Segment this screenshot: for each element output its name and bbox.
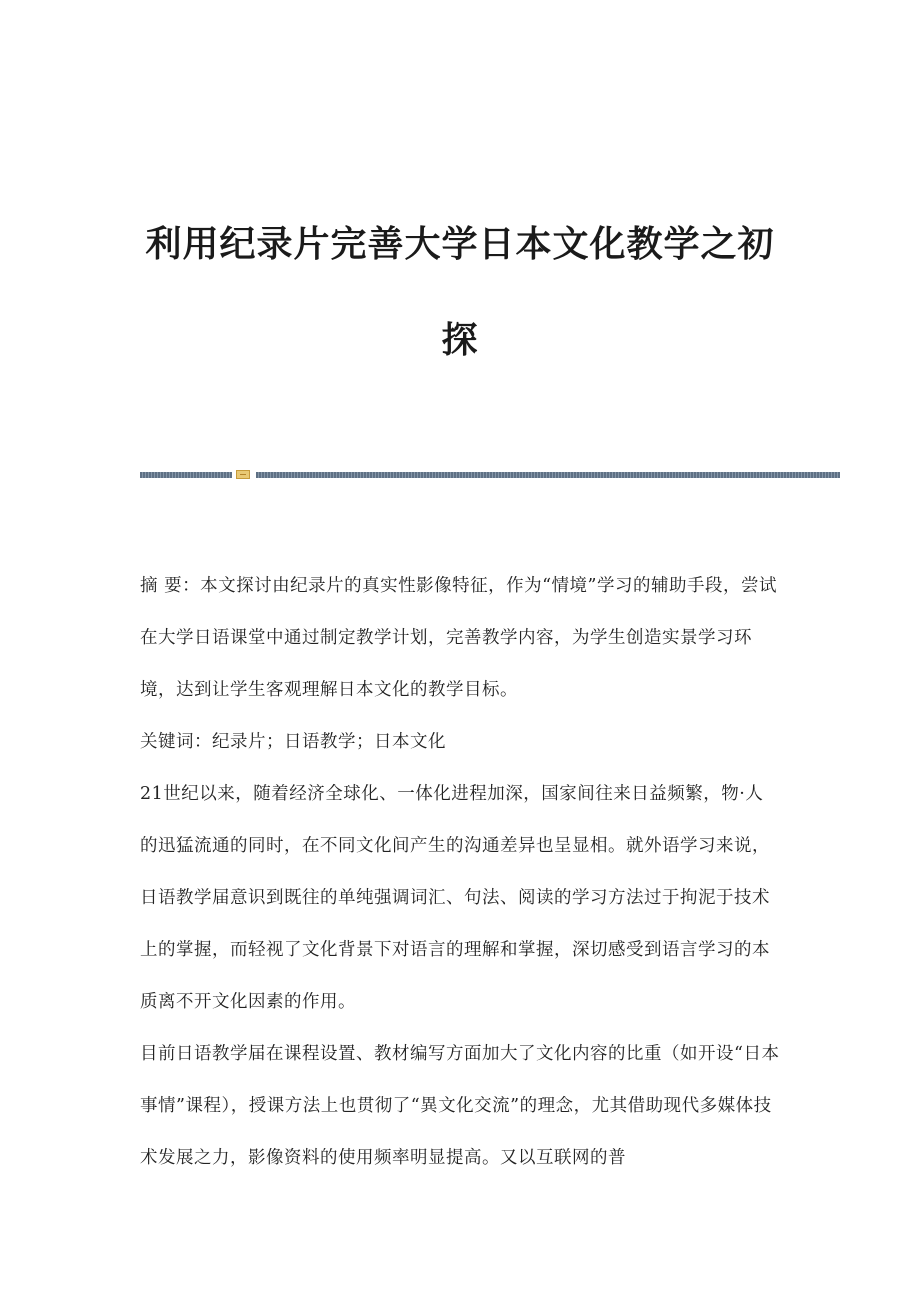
divider-bar-left <box>140 472 232 478</box>
document-body <box>140 560 780 1184</box>
divider-ornament-icon <box>236 470 250 479</box>
divider-bar-right <box>256 472 840 478</box>
keywords-paragraph <box>140 716 780 768</box>
abstract-paragraph <box>140 560 780 716</box>
keywords-label: 关键词： <box>140 732 212 752</box>
body-paragraph-1: 21世纪以来，随着经济全球化、一体化进程加深，国家间往来日益频繁，物·人的迅猛流通的同时，在不同文化间产生的沟通差异也呈显相。就外语学习来说，日语教学届意识到既往的单纯强调词汇、句法、阅读的学习方法过于拘泥于技术上的掌握，而轻视了文化背景下对语言的理解和掌握，深切感受到语言学习的本质离不开文化因素的作用。 <box>140 784 770 1012</box>
keywords-text: 纪录片；日语教学；日本文化 <box>212 732 446 752</box>
title-divider <box>140 470 840 479</box>
abstract-label: 摘 要： <box>140 576 201 596</box>
document-title-line-2: 探 <box>441 319 479 361</box>
abstract-text: 本文探讨由纪录片的真实性影像特征，作为“情境”学习的辅助手段，尝试在大学日语课堂中通过制定教学计划，完善教学内容，为学生创造实景学习环境，达到让学生客观理解日本文化的教学目标。 <box>140 576 777 700</box>
document-title-line-1: 利用纪录片完善大学日本文化教学之初 <box>145 223 775 265</box>
body-paragraph-2: 目前日语教学届在课程设置、教材编写方面加大了文化内容的比重（如开设“日本事情”课程），授课方法上也贯彻了“異文化交流”的理念，尤其借助现代多媒体技术发展之力，影像资料的使用频率明显提高。又以互联网的普 <box>140 1044 780 1168</box>
